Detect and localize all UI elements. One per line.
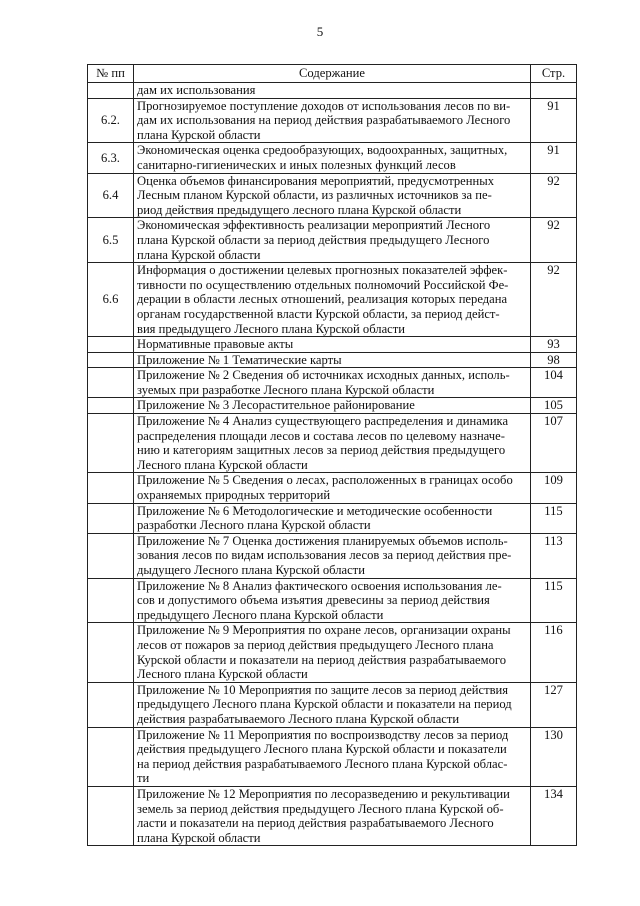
row-page: 92 <box>531 218 577 263</box>
content-line: действия предыдущего Лесного плана Курской области и показатели <box>137 742 507 757</box>
row-content <box>134 503 531 533</box>
row-page: 105 <box>531 398 577 414</box>
row-number: 6.4 <box>88 173 134 218</box>
content-line: Приложение № 6 Методологические и методические особенности <box>137 503 493 518</box>
content-line: Лесного плана Курской области <box>137 667 308 682</box>
content-line: дыдущего Лесного плана Курской области <box>137 563 365 577</box>
table-row <box>88 682 577 727</box>
row-number <box>88 352 134 368</box>
content-line: сов и допустимого объема изъятия древесины за период действия <box>137 593 490 608</box>
row-content <box>134 263 531 337</box>
content-line: земель за период действия предыдущего Лесного плана Курской об- <box>137 801 504 816</box>
row-page: 130 <box>531 727 577 786</box>
table-row <box>88 623 577 682</box>
content-line: распределения площади лесов и состава лесов по целевому назначе- <box>137 428 505 443</box>
row-page: 127 <box>531 682 577 727</box>
content-line: вия предыдущего Лесного плана Курской области <box>137 321 406 336</box>
column-header-page: Стр. <box>531 65 577 83</box>
table-row <box>88 414 577 473</box>
content-line: санитарно-гигиенических и иных полезных функций лесов <box>137 157 456 172</box>
table-row <box>88 398 577 414</box>
row-number <box>88 398 134 414</box>
content-line: Приложение № 5 Сведения о лесах, расположенных в границах особо <box>137 473 513 488</box>
table-row <box>88 263 577 337</box>
row-content <box>134 727 531 786</box>
column-header-content: Содержание <box>134 65 531 83</box>
content-line: тивности по осуществлению отдельных полномочий Российской Фе- <box>137 277 509 292</box>
row-content <box>134 682 531 727</box>
table-row <box>88 786 577 845</box>
row-page: 92 <box>531 173 577 218</box>
content-line: Приложение № 4 Анализ существующего распределения и динамика <box>137 414 509 429</box>
content-line: Приложение № 12 Мероприятия по лесоразведению и рекультивации <box>137 786 510 801</box>
row-content <box>134 173 531 218</box>
row-page <box>531 83 577 99</box>
content-line: ласти и показатели на период действия разрабатываемого Лесного <box>137 816 494 831</box>
content-line: зования лесов по видам использования лесов за период действия пре- <box>137 548 512 563</box>
row-content <box>134 786 531 845</box>
row-number: 6.5 <box>88 218 134 263</box>
content-line: предыдущего Лесного плана Курской области и показатели на период <box>137 697 512 712</box>
row-content <box>134 533 531 578</box>
row-page: 107 <box>531 414 577 473</box>
column-header-number: № пп <box>88 65 134 83</box>
content-line: дерации в области лесных отношений, реализация которых передана <box>137 292 508 307</box>
content-line: Курской области и показатели на период действия разрабатываемого <box>137 652 507 667</box>
row-number <box>88 473 134 503</box>
content-line: плана Курской области <box>137 247 261 262</box>
row-number: 6.3. <box>88 143 134 173</box>
content-line: Лесного плана Курской области <box>137 457 308 472</box>
content-line: предыдущего Лесного плана Курской области <box>137 607 384 622</box>
table-row <box>88 578 577 623</box>
row-number <box>88 414 134 473</box>
row-page: 116 <box>531 623 577 682</box>
content-line: разработки Лесного плана Курской области <box>137 518 371 533</box>
row-number <box>88 623 134 682</box>
content-line: плана Курской области <box>137 127 261 142</box>
row-page: 93 <box>531 337 577 353</box>
content-line: на период действия разрабатываемого Лесного плана Курской облас- <box>137 756 508 771</box>
content-line: плана Курской области за период действия предыдущего Лесного <box>137 232 490 247</box>
content-line: зуемых при разработке Лесного плана Курской области <box>137 382 435 397</box>
table-row <box>88 473 577 503</box>
row-content <box>134 414 531 473</box>
row-number <box>88 682 134 727</box>
content-line: плана Курской области <box>137 830 261 845</box>
row-page: 98 <box>531 352 577 368</box>
row-page: 104 <box>531 368 577 398</box>
content-line: риод действия предыдущего лесного плана Курской области <box>137 202 462 217</box>
row-page: 91 <box>531 143 577 173</box>
content-line: Прогнозируемое поступление доходов от использования лесов по ви- <box>137 98 511 113</box>
row-number <box>88 503 134 533</box>
row-content <box>134 143 531 173</box>
table-header-row <box>88 65 577 83</box>
content-line: лесов от пожаров за период действия предыдущего Лесного плана <box>137 637 494 652</box>
row-content <box>134 98 531 143</box>
row-content <box>134 578 531 623</box>
row-content <box>134 337 531 353</box>
row-number <box>88 337 134 353</box>
page-number: 5 <box>316 24 324 39</box>
content-line: дам их использования на период действия разрабатываемого Лесного <box>137 113 511 128</box>
row-content <box>134 218 531 263</box>
row-number <box>88 368 134 398</box>
table-body <box>88 83 577 846</box>
row-page: 113 <box>531 533 577 578</box>
content-line: Приложение № 3 Лесорастительное районирование <box>137 398 415 413</box>
content-line: Приложение № 8 Анализ фактического освоения использования ле- <box>137 578 502 593</box>
row-number <box>88 578 134 623</box>
table-row <box>88 83 577 99</box>
row-number: 6.2. <box>88 98 134 143</box>
content-line: Приложение № 11 Мероприятия по воспроизводству лесов за период <box>137 727 509 742</box>
content-line: Оценка объемов финансирования мероприятий, предусмотренных <box>137 173 495 188</box>
row-number <box>88 533 134 578</box>
contents-table <box>87 64 577 846</box>
row-content <box>134 473 531 503</box>
table-row <box>88 173 577 218</box>
row-content <box>134 398 531 414</box>
content-line: Нормативные правовые акты <box>137 337 294 352</box>
row-page: 134 <box>531 786 577 845</box>
content-line: нию и категориям защитных лесов за период действия предыдущего <box>137 443 506 458</box>
row-content <box>134 83 531 99</box>
table-row <box>88 352 577 368</box>
table-row <box>88 98 577 143</box>
content-line: Экономическая оценка средообразующих, водоохранных, защитных, <box>137 143 508 158</box>
content-line: действия разрабатываемого Лесного плана Курской области <box>137 711 460 726</box>
table-row <box>88 533 577 578</box>
table-row <box>88 503 577 533</box>
content-line: Приложение № 2 Сведения об источниках исходных данных, исполь- <box>137 368 510 383</box>
row-page: 92 <box>531 263 577 337</box>
row-number <box>88 727 134 786</box>
table-row <box>88 143 577 173</box>
content-line: органам государственной власти Курской области, за период дейст- <box>137 306 500 321</box>
content-line: Экономическая эффективность реализации мероприятий Лесного <box>137 218 491 233</box>
row-page: 115 <box>531 503 577 533</box>
row-content <box>134 623 531 682</box>
table-row <box>88 368 577 398</box>
row-page: 115 <box>531 578 577 623</box>
row-content <box>134 352 531 368</box>
row-number <box>88 83 134 99</box>
content-line: Информация о достижении целевых прогнозных показателей эффек- <box>137 263 508 278</box>
row-page: 109 <box>531 473 577 503</box>
content-line: ти <box>137 771 150 786</box>
table-row <box>88 727 577 786</box>
content-line: Приложение № 7 Оценка достижения планируемых объемов исполь- <box>137 533 508 548</box>
content-line: охраняемых природных территорий <box>137 488 331 503</box>
content-line: Лесным планом Курской области, из различных источников за пе- <box>137 188 492 203</box>
row-page: 91 <box>531 98 577 143</box>
content-line: Приложение № 10 Мероприятия по защите лесов за период действия <box>137 682 509 697</box>
row-number: 6.6 <box>88 263 134 337</box>
row-number <box>88 786 134 845</box>
content-line: дам их использования <box>137 83 256 97</box>
content-line: Приложение № 1 Тематические карты <box>137 352 342 367</box>
table-row <box>88 337 577 353</box>
content-line: Приложение № 9 Мероприятия по охране лесов, организации охраны <box>137 623 511 638</box>
row-content <box>134 368 531 398</box>
table-row <box>88 218 577 263</box>
